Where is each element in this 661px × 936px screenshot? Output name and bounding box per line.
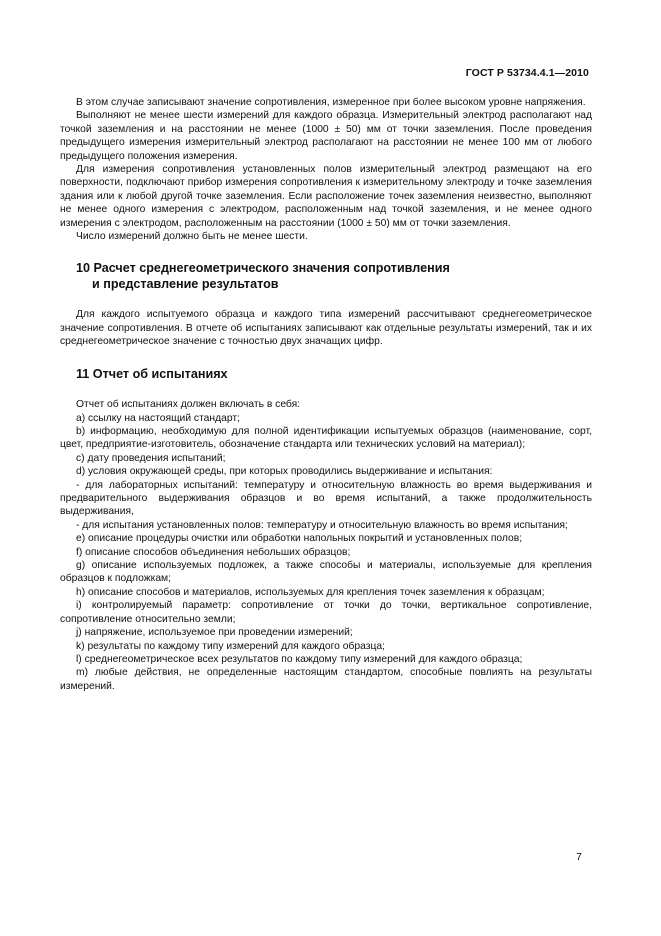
list-item: m) любые действия, не определенные настоящим стандартом, способные повлиять на результаты измерений. [60,667,592,692]
list-item: b) информацию, необходимую для полной идентификации испытуемых образцов (наименование, сорт, цвет, предприятие-изготовитель, обозначение стандарта или технических условий на материал); [60,426,592,451]
list-item: e) описание процедуры очистки или обработки напольных покрытий и установленных полов; [76,533,523,545]
list-item: c) дату проведения испытаний; [76,452,226,464]
list-item: k) результаты по каждому типу измерений для каждого образца; [76,640,385,652]
section-10-heading [60,261,592,292]
section-11-heading [60,367,592,383]
section-title: 10 Расчет среднегеометрического значения сопротивления [76,261,450,276]
list-item: d) условия окружающей среды, при которых проводились выдерживание и испытания: [76,466,493,478]
paragraph: Выполняют не менее шести измерений для каждого образца. Измерительный электрод располагают над точкой заземления и на расстоянии не менее (1000 ± 50) мм от точки заземления. После проведения предыдущего измерения измерительный электрод располагают на расстоянии не менее 100 мм от любого предыдущего положения измерения. [60,110,592,162]
list-intro: Отчет об испытаниях должен включать в себя: [76,399,301,411]
list-item: - для испытания установленных полов: температуру и относительную влажность во время испытания; [76,519,568,531]
list-item: h) описание способов и материалов, используемых для крепления точек заземления к образцам; [76,586,545,598]
paragraph: Для каждого испытуемого образца и каждого типа измерений рассчитывают среднегеометрическое значение сопротивления. В отчете об испытаниях записывают как отдельные результаты измерений, так и их среднегеометрическое значение с точностью двух значащих цифр. [60,309,592,348]
section-title: 11 Отчет об испытаниях [76,366,228,381]
paragraph: Для измерения сопротивления установленных полов измерительный электрод размещают на его поверхности, подключают прибор измерения сопротивления к измерительному электроду и точке заземления здания или к любой другой точке заземления. Если расположение точек заземления неизвестно, выполняют не менее одного измерения с электродом, расположенным над точкой заземления, и не менее одного измерения с электродом, расположенным на расстоянии (1000 ± 50) мм от точки заземления. [60,164,592,229]
list-item: i) контролируемый параметр: сопротивление от точки до точки, вертикальное сопротивление, сопротивление относительно земли; [60,600,592,625]
list-item: j) напряжение, используемое при проведении измерений; [76,627,353,639]
page-number: 7 [576,851,582,863]
section-title-continued: и представление результатов [92,276,279,291]
list-item: f) описание способов объединения небольших образцов; [76,546,351,558]
list-item: - для лабораторных испытаний: температуру и относительную влажность во время выдерживания и предварительного выдерживания образцов и во время испытаний, а также продолжительность выдерживания, [60,479,592,518]
page-body [60,96,592,693]
document-code: ГОСТ Р 53734.4.1—2010 [465,67,589,79]
list-item: g) описание используемых подложек, а также способы и материалы, используемые для крепления образцов к подложкам; [60,560,592,585]
list-item: a) ссылку на настоящий стандарт; [76,412,240,424]
list-item: l) среднегеометрическое всех результатов по каждому типу измерений для каждого образца; [76,653,523,665]
paragraph: В этом случае записывают значение сопротивления, измеренное при более высоком уровне напряжения. [76,97,586,108]
paragraph: Число измерений должно быть не менее шести. [76,231,308,243]
